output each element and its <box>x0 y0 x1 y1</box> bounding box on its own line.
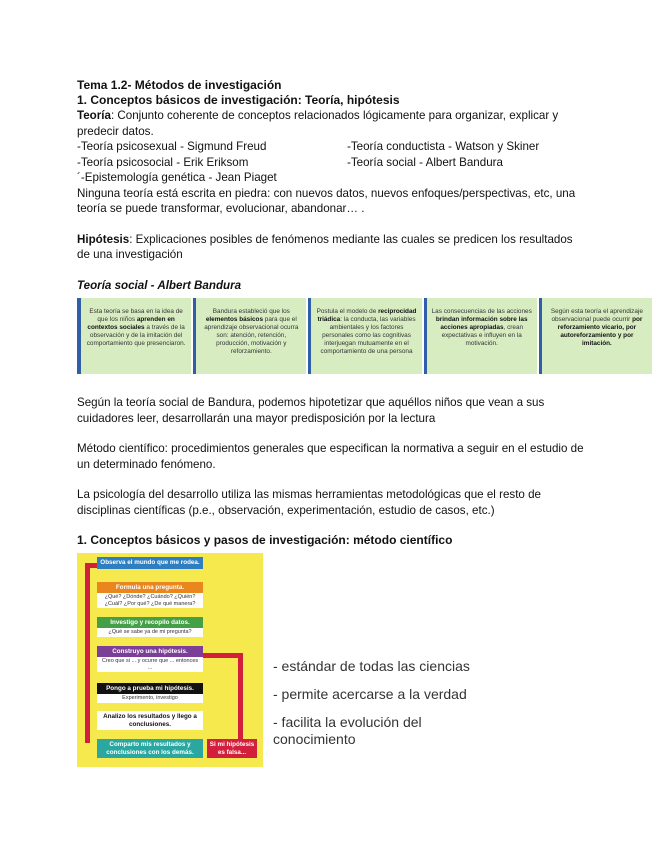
theory-item: ´-Epistemología genética - Jean Piaget <box>77 171 277 184</box>
section-heading-2: 1. Conceptos básicos y pasos de investigación: método científico <box>77 533 453 547</box>
flow-step: Analizo los resultados y llego a conclusiones. <box>97 711 203 730</box>
section-heading-1: 1. Conceptos básicos de investigación: Teoría, hipótesis <box>77 93 400 107</box>
psicologia-paragraph: La psicología del desarrollo utiliza las mismas herramientas metodológicas que el resto de disciplinas científicas (p.e., observación, experimentación, estudio de casos, etc.) <box>77 488 541 517</box>
scientific-method-flowchart <box>77 553 263 767</box>
loop-arrow <box>85 563 90 743</box>
theory-item: -Teoría conductista - Watson y Skiner <box>347 140 540 153</box>
method-note: - estándar de todas las ciencias <box>273 658 470 674</box>
loop-arrow <box>238 653 243 743</box>
flow-step-detail: ¿Qué? ¿Dónde? ¿Cuándo? ¿Quién? ¿Cuál? ¿Por qué? ¿De qué manera? <box>97 593 203 608</box>
theory-item: -Teoría social - Albert Bandura <box>347 155 503 169</box>
loop-label: Si mi hipótesis es falsa... <box>207 739 257 758</box>
bandura-cell: Según esta teoría el aprendizaje observacional puede ocurrir por reforzamiento vicario, por autoreforzamiento y por imitación. <box>539 298 652 374</box>
flow-step: Formula una pregunta. <box>97 582 203 594</box>
teoria-label: Teoría <box>77 109 111 122</box>
bandura-cell: Esta teoría se basa en la idea de que los niños aprenden en contextos sociales a través de la observación y de la imitación del comportamiento que presenciaron. <box>77 298 191 374</box>
theory-item: -Teoría psicosocial - Erik Eriksom <box>77 155 249 169</box>
flow-step-detail: Creo que si ... y ocurre que ... entonces ... <box>97 657 203 672</box>
metodo-paragraph: Método científico: procedimientos generales que especifican la normativa a seguir en el estudio de un determinado fenómeno. <box>77 442 584 471</box>
hipotesis-paragraph <box>77 232 587 263</box>
theory-list <box>77 139 587 186</box>
bandura-cell: Las consecuencias de las acciones brindan información sobre las acciones apropiadas, crean expectativas e influyen en la motivación. <box>424 298 537 374</box>
method-notes <box>273 658 493 759</box>
document-body <box>77 78 587 293</box>
loop-arrow <box>203 653 243 658</box>
flow-step: Construyo una hipótesis. <box>97 646 203 658</box>
teoria-paragraph <box>77 108 587 139</box>
bandura-cell: Postula el modelo de reciprocidad triádica: la conducta, las variables ambientales y los factores personales como las cognitivas interjuegan mutuamente en el comportamiento de una persona <box>308 298 421 374</box>
hipotesis-label: Hipótesis <box>77 232 130 246</box>
bandura-title: Teoría social - Albert Bandura <box>77 278 242 292</box>
flow-step: Comparto mis resultados y conclusiones con los demás. <box>97 739 203 758</box>
teoria-definition: : Conjunto coherente de conceptos relacionados lógicamente para organizar, explicar y predecir datos. <box>77 109 559 138</box>
bandura-cell: Bandura estableció que los elementos básicos para que el aprendizaje observacional ocurra son: atención, retención, producción, motivación y reforzamiento. <box>193 298 306 374</box>
theory-item: -Teoría psicosexual - Sigmund Freud <box>77 140 267 153</box>
bandura-summary-table <box>77 298 652 374</box>
document-body-2 <box>77 395 587 548</box>
method-note: - facilita la evolución del conocimiento <box>273 714 422 747</box>
teoria-note: Ninguna teoría está escrita en piedra: con nuevos datos, nuevos enfoques/perspectivas, etc, una teoría se puede transformar, evolucionar, abandonar… . <box>77 186 576 215</box>
hipotesis-definition: : Explicaciones posibles de fenómenos mediante las cuales se predicen los resultados de una investigación <box>77 232 573 261</box>
flow-step-detail: Experimento, investigo <box>97 694 203 703</box>
flow-step-detail: ¿Qué se sabe ya de mi pregunta? <box>97 628 203 637</box>
bandura-hypothesis-paragraph: Según la teoría social de Bandura, podemos hipotetizar que aquéllos niños que vean a sus cuidadores leer, desarrollarán una mayor predisposición por la lectura <box>77 396 545 425</box>
flow-step: Observa el mundo que me rodea. <box>97 557 203 569</box>
flow-step: Pongo a prueba mi hipótesis. <box>97 683 203 695</box>
page-title: Tema 1.2- Métodos de investigación <box>77 78 282 92</box>
method-note: - permite acercarse a la verdad <box>273 686 467 702</box>
flow-step: Investigo y recopilo datos. <box>97 617 203 629</box>
